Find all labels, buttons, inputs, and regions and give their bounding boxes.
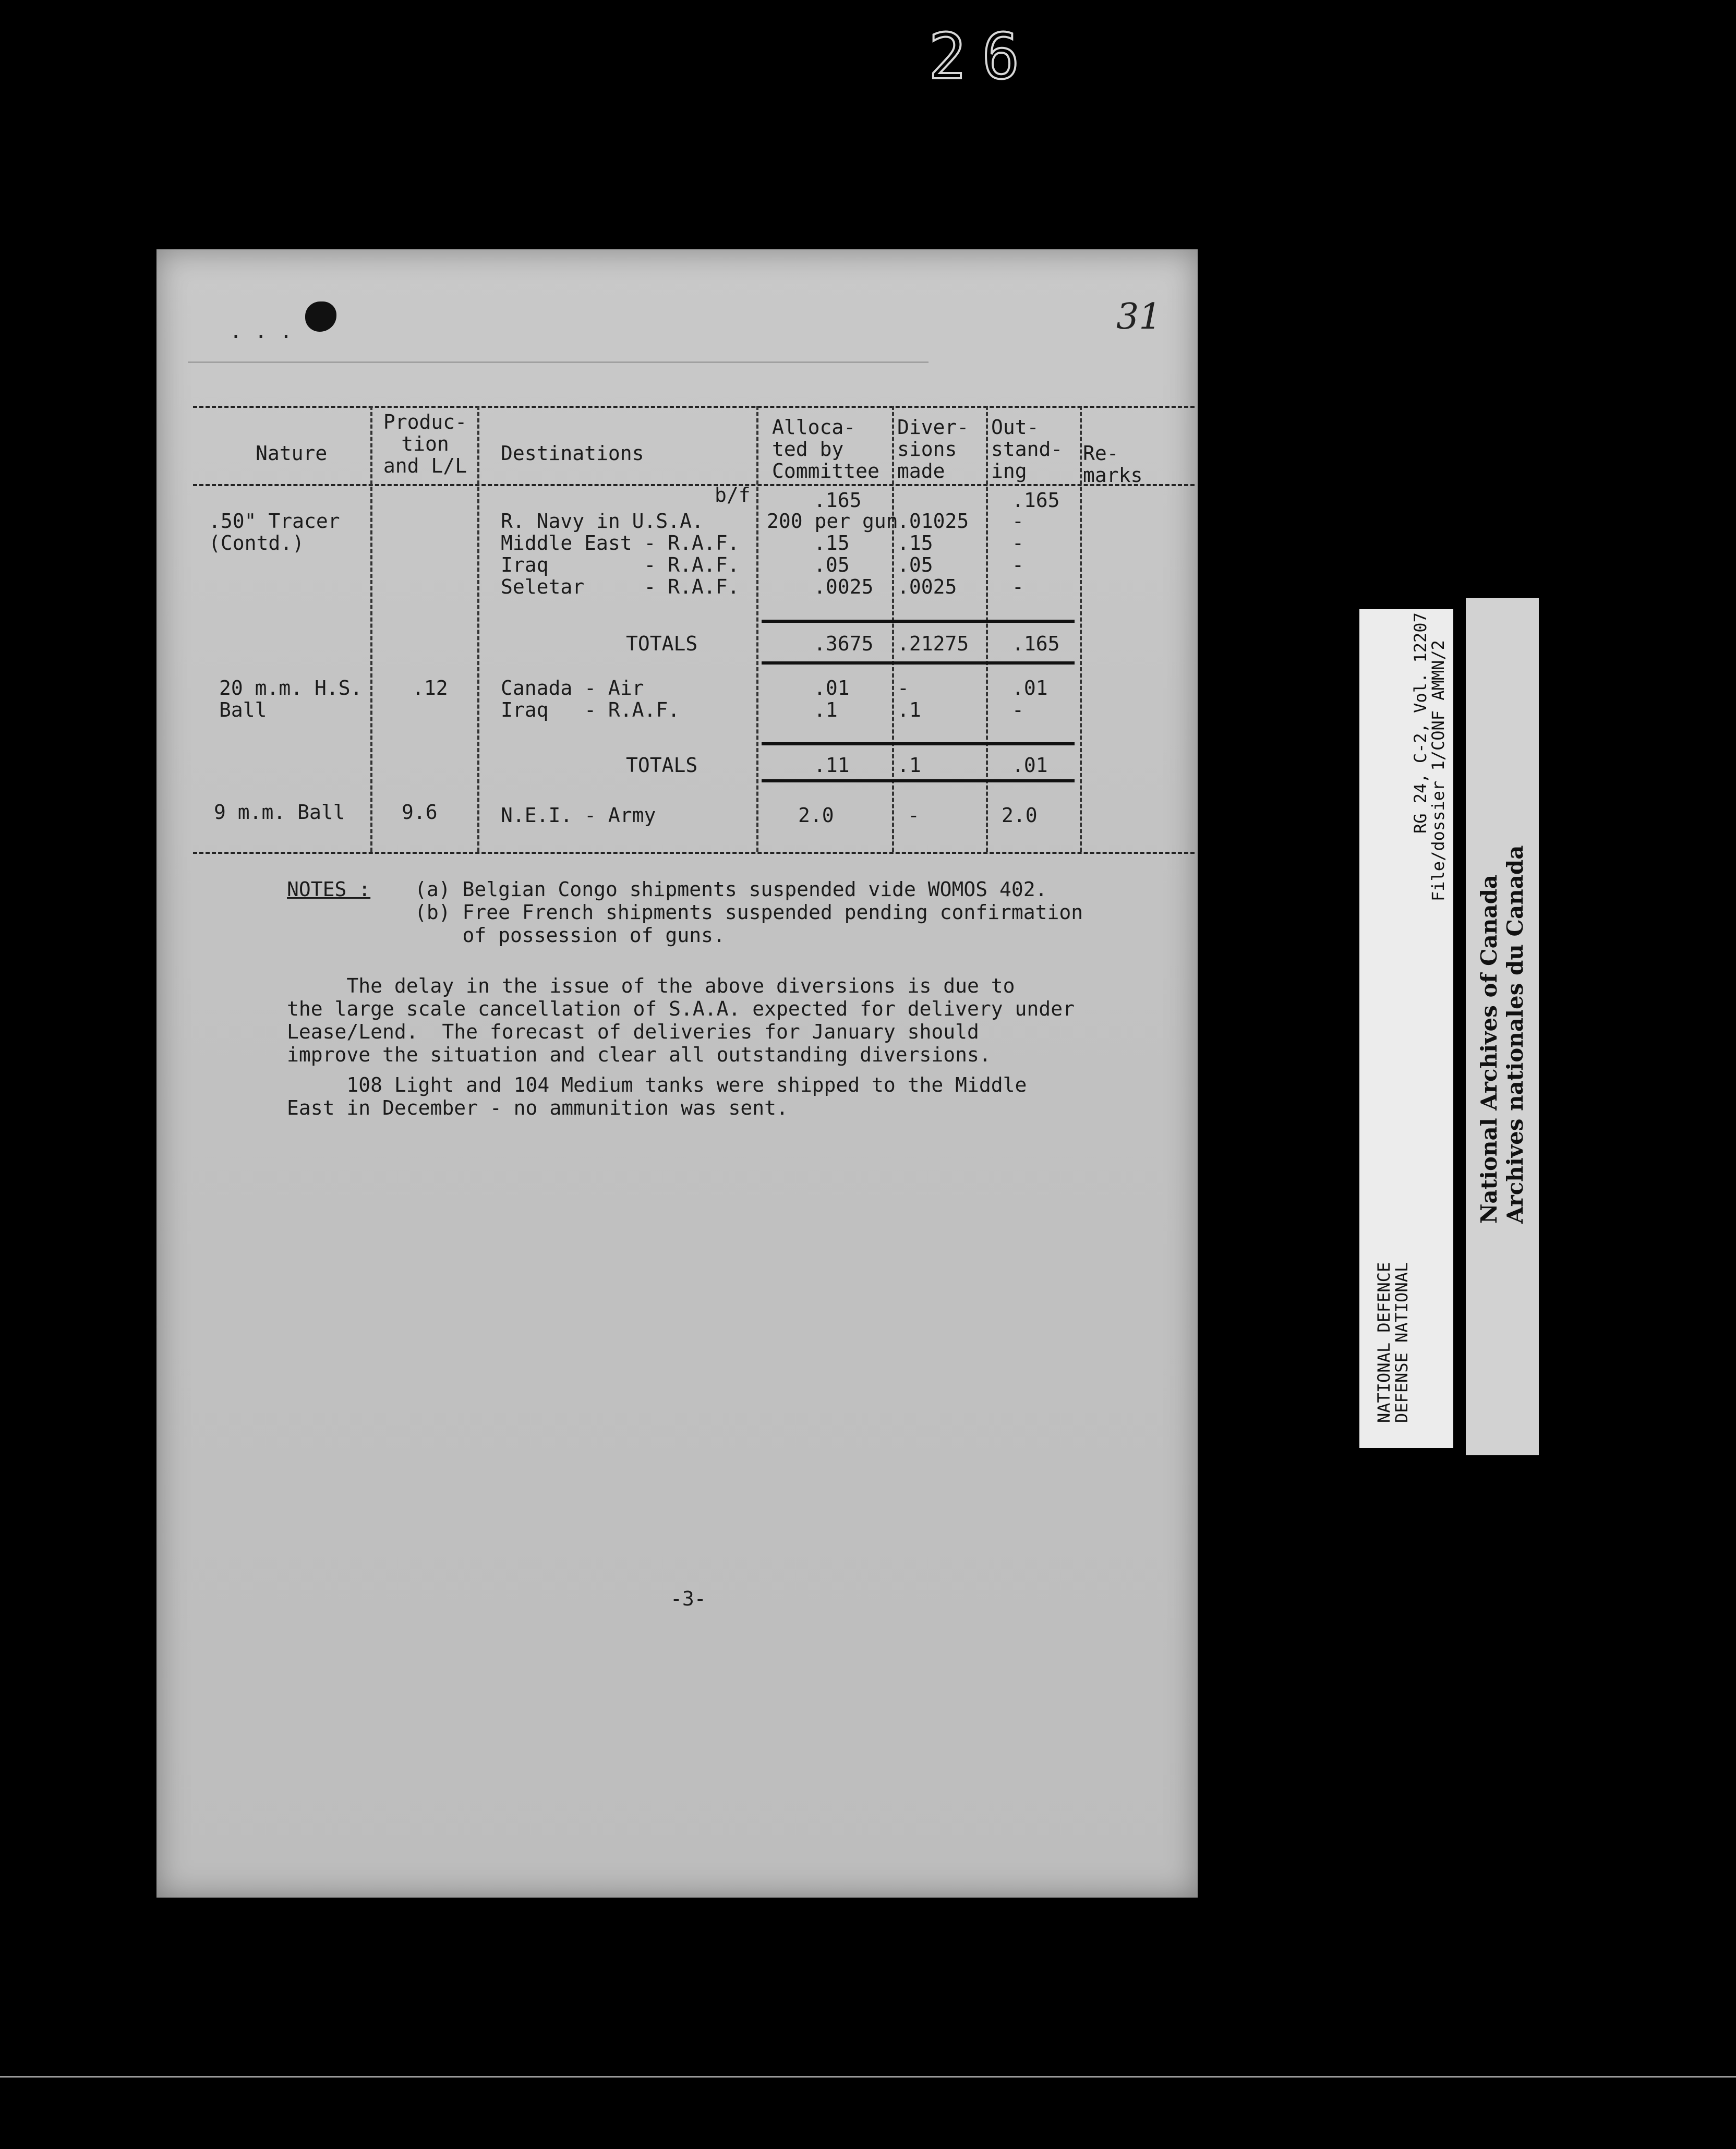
header-nature: Nature	[256, 442, 328, 465]
destination-canada: Canada - Air	[501, 677, 644, 699]
destination-seletar: Seletar - R.A.F.	[501, 575, 740, 598]
header-diversions: Diver- sions made	[897, 416, 969, 482]
outstanding-seletar: -	[1012, 575, 1024, 598]
allocated-middle-east: .15	[814, 532, 850, 554]
totals-label-1: TOTALS	[626, 632, 698, 655]
carried-allocated: .165	[814, 489, 862, 512]
stamp-archives-fr: Archives nationales du Canada	[1502, 845, 1528, 1224]
stamp-record-group: RG 24, C-2, Vol. 12207	[1410, 612, 1430, 834]
diversions-navy: .01025	[897, 510, 969, 533]
note-b: (b) Free French shipments suspended pending confirmation of possession of guns.	[415, 901, 1083, 947]
ink-blot	[305, 301, 336, 332]
diversions-iraq: .05	[897, 553, 933, 576]
note-a: (a) Belgian Congo shipments suspended vide WOMOS 402.	[415, 878, 1047, 901]
totals-outstanding-1: .165	[1012, 632, 1060, 655]
totals-rule	[762, 661, 1075, 665]
allocated-iraq: .05	[814, 553, 850, 576]
diversions-middle-east: .15	[897, 532, 933, 554]
totals-allocated-2: .11	[814, 754, 850, 777]
destination-navy: R. Navy in U.S.A.	[501, 510, 704, 533]
outstanding-iraq-2: -	[1012, 698, 1024, 721]
nature-20mm: 20 m.m. H.S. Ball	[219, 677, 363, 721]
carried-forward-label: b/f	[715, 484, 751, 506]
destination-iraq: Iraq - R.A.F.	[501, 553, 740, 576]
national-archives-label	[1466, 598, 1539, 1455]
production-9mm: 9.6	[402, 801, 438, 824]
totals-diversions-2: .1	[897, 754, 921, 777]
header-remarks: Re- marks	[1083, 442, 1143, 487]
outstanding-middle-east: -	[1012, 532, 1024, 554]
diversions-nei: -	[908, 804, 920, 827]
stamp-archives-en: National Archives of Canada	[1476, 874, 1502, 1224]
outstanding-canada: .01	[1012, 677, 1048, 699]
allocation-table	[193, 406, 1195, 860]
faint-rule	[188, 361, 929, 363]
folio-number: 31	[1116, 296, 1162, 337]
notes-label: NOTES :	[287, 878, 371, 901]
diversions-canada: -	[897, 677, 909, 699]
allocated-canada: .01	[814, 677, 850, 699]
frame-edge	[0, 2076, 1736, 2078]
page-number: -3-	[670, 1587, 706, 1610]
stamp-file-dossier: File/dossier 1/CONF AMMN/2	[1428, 640, 1448, 901]
outstanding-navy: -	[1012, 510, 1024, 533]
allocated-navy: 200 per gun	[767, 510, 898, 533]
diversions-seletar: .0025	[897, 575, 957, 598]
outstanding-nei: 2.0	[1002, 804, 1038, 827]
destination-nei: N.E.I. - Army	[501, 804, 656, 827]
carried-outstanding: .165	[1012, 489, 1060, 512]
header-destinations: Destinations	[501, 442, 644, 465]
totals-rule	[762, 620, 1075, 623]
paragraph-tanks: 108 Light and 104 Medium tanks were shipped to the Middle East in December - no ammunition was sent.	[287, 1073, 1027, 1119]
totals-allocated-1: .3675	[814, 632, 874, 655]
allocated-iraq-2: .1	[814, 698, 838, 721]
destination-middle-east: Middle East - R.A.F.	[501, 532, 740, 554]
nature-9mm: 9 m.m. Ball	[214, 801, 345, 824]
stamp-defense-nationale: DEFENSE NATIONAL	[1392, 1262, 1412, 1423]
outstanding-iraq: -	[1012, 553, 1024, 576]
diversions-iraq-2: .1	[897, 698, 921, 721]
reel-number: 26	[929, 21, 1035, 93]
totals-diversions-1: .21275	[897, 632, 969, 655]
production-20mm: .12	[412, 677, 448, 699]
header-allocated: Alloca- ted by Committee	[772, 416, 879, 482]
allocated-nei: 2.0	[798, 804, 834, 827]
totals-outstanding-2: .01	[1012, 754, 1048, 777]
paragraph-delay: The delay in the issue of the above diversions is due to the large scale cancellation of S.A.A. expected for delivery under Lease/Lend. The forecast of deliveries for January should improve the situation and clear all outstanding diversions.	[287, 974, 1075, 1066]
totals-rule	[762, 742, 1075, 745]
stamp-national-defence: NATIONAL DEFENCE	[1374, 1262, 1394, 1423]
nature-50-tracer: .50" Tracer (Contd.)	[209, 510, 340, 554]
header-production: Produc- tion and L/L	[383, 411, 467, 477]
ink-specks: · · ·	[230, 325, 293, 349]
totals-rule	[762, 779, 1075, 782]
allocated-seletar: .0025	[814, 575, 874, 598]
archive-reference-label	[1359, 609, 1453, 1448]
header-outstanding: Out- stand- ing	[991, 416, 1063, 482]
destination-iraq-2: Iraq - R.A.F.	[501, 698, 680, 721]
document-page	[156, 249, 1198, 1898]
totals-label-2: TOTALS	[626, 754, 698, 777]
